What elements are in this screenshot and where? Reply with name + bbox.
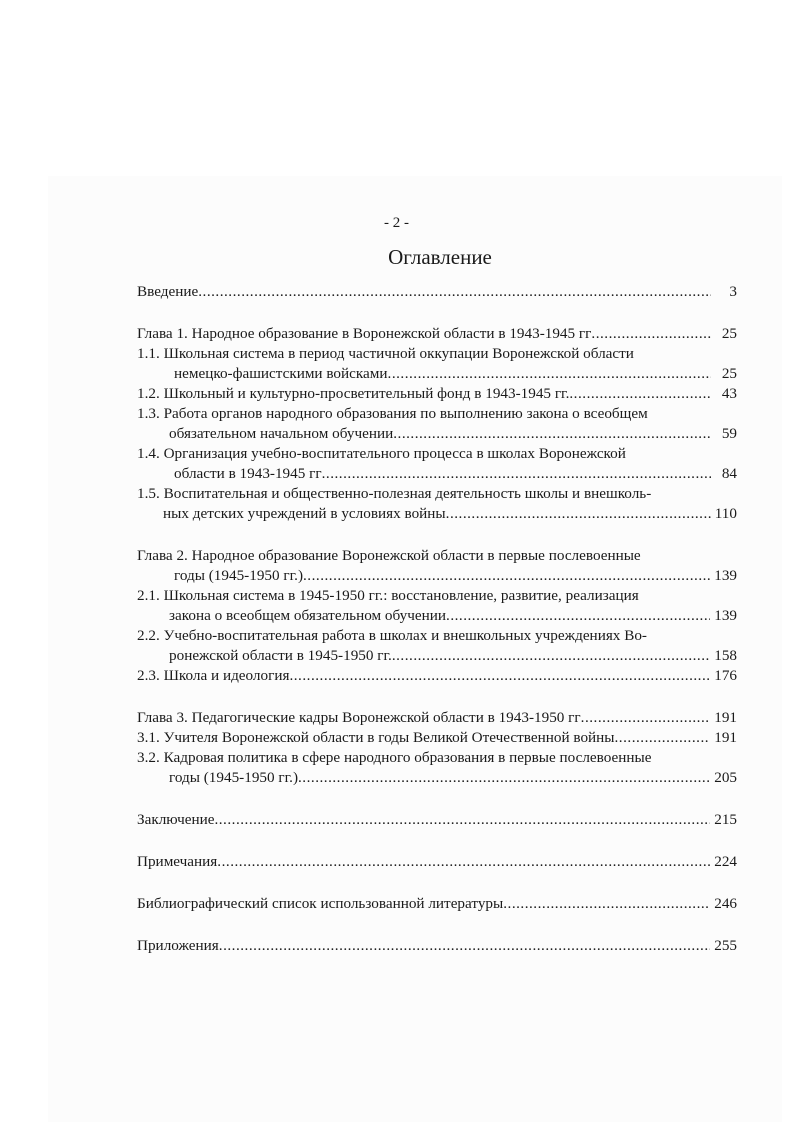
- toc-entry-label: 2.1. Школьная система в 1945-1950 гг.: восстановление, развитие, реализация: [137, 587, 639, 604]
- toc-page-number: 158: [714, 647, 737, 664]
- toc-page-number: 139: [714, 567, 737, 584]
- toc-page-number: 246: [714, 895, 737, 912]
- toc-page-number: 224: [714, 853, 737, 870]
- toc-page-number: 205: [714, 769, 737, 786]
- toc-entry-section-3-1[interactable]: [137, 728, 737, 748]
- leader-dots: [217, 852, 710, 872]
- toc-page-number: 176: [714, 667, 737, 684]
- toc-page-number: 139: [714, 607, 737, 624]
- page-title: Оглавление: [388, 245, 492, 269]
- toc-page-number: 25: [721, 365, 737, 382]
- toc-entry-label-continued: ронежской области в 1945-1950 гг.: [169, 647, 392, 664]
- toc-entry-section-2-1[interactable]: [137, 586, 737, 626]
- toc-entry-chapter-3[interactable]: [137, 708, 737, 728]
- toc-entry-section-1-1[interactable]: [137, 344, 737, 384]
- toc-page-number: 110: [714, 505, 737, 522]
- leader-dots: [214, 810, 710, 830]
- toc-entry-section-1-3[interactable]: [137, 404, 737, 444]
- leader-dots: [591, 324, 711, 344]
- leader-dots: [581, 708, 711, 728]
- toc-entry-label-continued: ных детских учреждений в условиях войны: [163, 505, 446, 522]
- leader-dots: [219, 936, 710, 956]
- toc-entry-label: 1.1. Школьная система в период частичной оккупации Воронежской области: [137, 345, 634, 362]
- toc-page-number: 3: [729, 283, 737, 300]
- leader-dots: [388, 364, 711, 384]
- leader-dots: [446, 504, 711, 524]
- toc-page-number: 25: [721, 325, 737, 342]
- toc-entry-section-3-2[interactable]: [137, 748, 737, 788]
- toc-entry-label-continued: закона о всеобщем обязательном обучении: [169, 607, 447, 624]
- leader-dots: [393, 424, 711, 444]
- toc-entry-label: 2.3. Школа и идеология: [137, 667, 290, 684]
- toc-entry-section-1-2[interactable]: [137, 384, 737, 404]
- toc-entry-label: Примечания: [137, 853, 218, 870]
- toc-entry-introduction[interactable]: [137, 282, 737, 302]
- toc-page-number: 59: [721, 425, 737, 442]
- toc-entry-section-1-5[interactable]: [137, 484, 737, 524]
- leader-dots: [198, 282, 711, 302]
- table-of-contents: [137, 282, 737, 956]
- leader-dots: [503, 894, 710, 914]
- toc-entry-label-continued: области в 1943-1945 гг: [174, 465, 322, 482]
- toc-entry-label: Глава 3. Педагогические кадры Воронежской области в 1943-1950 гг: [137, 709, 581, 726]
- toc-entry-label-continued: немецко-фашистскими войсками: [174, 365, 388, 382]
- toc-entry-chapter-1[interactable]: [137, 324, 737, 344]
- toc-entry-label: Введение: [137, 283, 199, 300]
- toc-entry-label: Заключение: [137, 811, 215, 828]
- toc-entry-section-1-4[interactable]: [137, 444, 737, 484]
- toc-entry-conclusion[interactable]: [137, 810, 737, 830]
- leader-dots: [322, 464, 711, 484]
- toc-entry-label-continued: обязательном начальном обучении: [169, 425, 394, 442]
- toc-page-number: 43: [721, 385, 737, 402]
- toc-entry-label: 1.3. Работа органов народного образования по выполнению закона о всеобщем: [137, 405, 648, 422]
- toc-entry-label: 1.5. Воспитательная и общественно-полезная деятельность школы и внешколь-: [137, 485, 652, 502]
- toc-entry-label: Глава 1. Народное образование в Воронежской области в 1943-1945 гг: [137, 325, 592, 342]
- toc-entry-chapter-2[interactable]: [137, 546, 737, 586]
- toc-page-number: 255: [714, 937, 737, 954]
- toc-entry-label: 1.2. Школьный и культурно-просветительный фонд в 1943-1945 гг.: [137, 385, 570, 402]
- toc-entry-label: 2.2. Учебно-воспитательная работа в школах и внешкольных учреждениях Во-: [137, 627, 647, 644]
- toc-entry-notes[interactable]: [137, 852, 737, 872]
- toc-page-number: 191: [714, 729, 737, 746]
- leader-dots: [615, 728, 711, 748]
- toc-entry-appendices[interactable]: [137, 936, 737, 956]
- toc-entry-bibliography[interactable]: [137, 894, 737, 914]
- toc-entry-label-continued: годы (1945-1950 гг.): [174, 567, 303, 584]
- toc-entry-label: Библиографический список использованной литературы: [137, 895, 504, 912]
- toc-entry-label-continued: годы (1945-1950 гг.): [169, 769, 298, 786]
- leader-dots: [446, 606, 710, 626]
- leader-dots: [289, 666, 710, 686]
- leader-dots: [303, 566, 710, 586]
- toc-page-number: 84: [721, 465, 737, 482]
- toc-entry-label: 1.4. Организация учебно-воспитательного процесса в школах Воронежской: [137, 445, 626, 462]
- toc-entry-section-2-2[interactable]: [137, 626, 737, 666]
- toc-entry-label: 3.2. Кадровая политика в сфере народного образования в первые послевоенные: [137, 749, 652, 766]
- toc-entry-label: Глава 2. Народное образование Воронежской области в первые послевоенные: [137, 547, 641, 564]
- leader-dots: [569, 384, 711, 404]
- toc-entry-label: Приложения: [137, 937, 219, 954]
- leader-dots: [298, 768, 710, 788]
- leader-dots: [392, 646, 710, 666]
- toc-page-number: 191: [714, 709, 737, 726]
- toc-page-number: 215: [714, 811, 737, 828]
- page-number: - 2 -: [384, 215, 409, 231]
- toc-entry-section-2-3[interactable]: [137, 666, 737, 686]
- toc-entry-label: 3.1. Учителя Воронежской области в годы Великой Отечественной войны: [137, 729, 615, 746]
